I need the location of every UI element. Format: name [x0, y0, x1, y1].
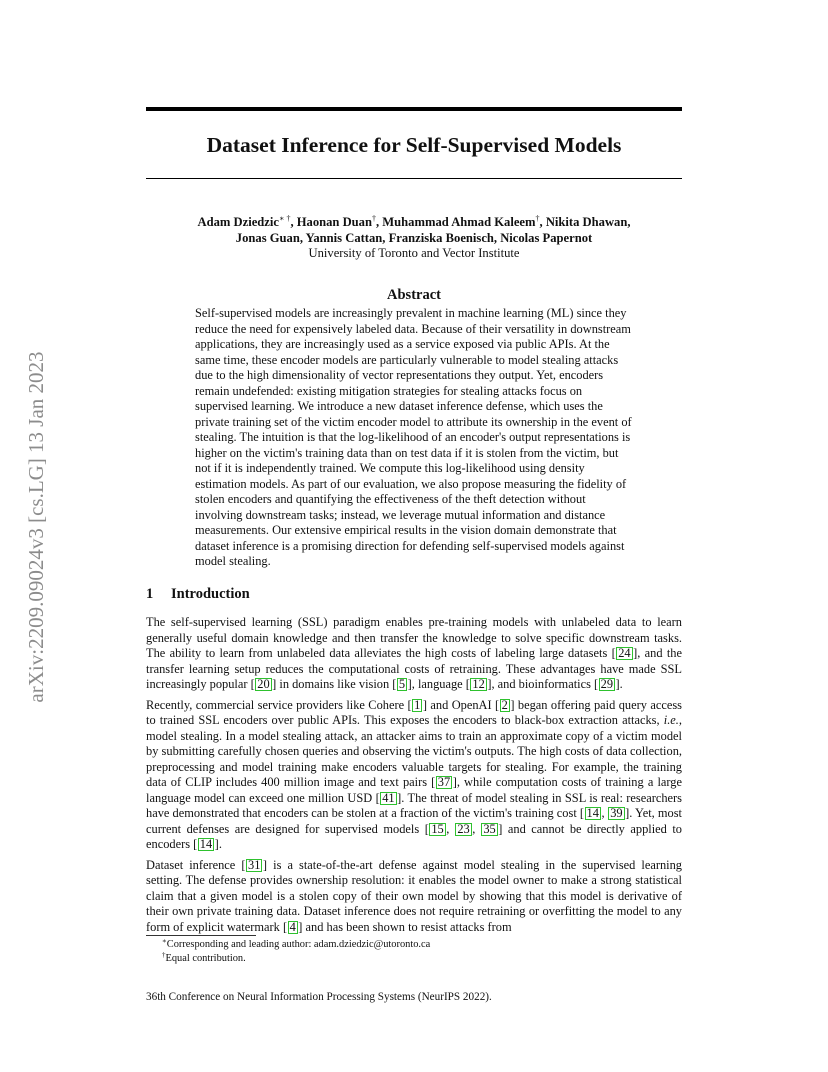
text-run: The self-supervised learning (SSL) paradigm enables pre-training models with unlabeled data to learn generally useful domain knowledge and then transfer the knowledge to solve specific downstream tasks. The ability to learn from unlabeled data alleviates the high costs of labeling large datasets [146, 615, 682, 660]
paper-title: Dataset Inference for Self-Supervised Models [206, 133, 622, 157]
text-run: , and the transfer learning setup reduces the computational costs of retraining. These advantages have made SSL increasingly popular [146, 646, 682, 691]
citation-link[interactable]: 24 [618, 646, 631, 660]
citation-separator: , [601, 806, 605, 820]
author-name: Adam Dziedzic [197, 215, 279, 229]
author-block [146, 215, 682, 262]
section-title: Introduction [171, 586, 250, 602]
text-run: , while computation costs of training a large language model can exceed one million USD [146, 775, 682, 805]
footnote-text: Equal contribution. [165, 953, 246, 964]
section-heading-introduction [146, 584, 682, 604]
citation-link[interactable]: 20 [257, 677, 270, 691]
author-name: Haonan Duan [296, 215, 372, 229]
text-run: . [619, 677, 623, 691]
footnote-corresponding-author [162, 938, 682, 952]
citation-link[interactable]: 5 [398, 677, 406, 691]
citation-separator: , [446, 821, 450, 836]
text-run: . [218, 837, 222, 851]
text-run: began offering paid query access to trained SSL encoders over public APIs. This exposes the encoders to black-box extraction attacks, [146, 697, 682, 727]
citation-link[interactable]: 23 [457, 821, 470, 836]
author-name: Muhammad Ahmad Kaleem [382, 215, 536, 229]
citation-link[interactable]: 29 [600, 677, 614, 691]
citation-link[interactable]: 14 [586, 806, 599, 820]
abstract-heading: Abstract [387, 287, 441, 303]
footnote-text: Corresponding and leading author: adam.dziedzic@utoronto.ca [166, 939, 431, 950]
text-run: and has been shown to resist attacks from [302, 919, 512, 934]
author-marks: † [535, 214, 540, 223]
text-run: and cannot be directly applied to encoders [146, 821, 682, 851]
citation-link[interactable]: 1 [414, 697, 421, 712]
title-bottom-rule [146, 178, 682, 179]
author-marks: † [371, 214, 376, 223]
citation-separator: , [472, 821, 476, 836]
text-run: and OpenAI [426, 697, 496, 712]
citation-link[interactable]: 12 [472, 677, 485, 691]
text-run: Recently, commercial service providers like Cohere [146, 697, 408, 712]
author-marks: ∗ † [279, 214, 291, 223]
citation-link[interactable]: 4 [289, 919, 296, 934]
author-separator: , [290, 215, 297, 229]
citation-link[interactable]: 35 [483, 821, 496, 836]
footnotes [162, 938, 682, 966]
section-number: 1 [146, 586, 154, 602]
footnote-mark: † [162, 951, 166, 959]
italic-text: i.e., [663, 713, 682, 727]
author-names-line-2: Jonas Guan, Yannis Cattan, Franziska Boenisch, Nicolas Papernot [235, 230, 593, 245]
citation-link[interactable]: 31 [248, 857, 261, 872]
arxiv-sidebar-stamp: arXiv:2209.09024v3 [cs.LG] 13 Jan 2023 [24, 351, 48, 703]
citation-link[interactable]: 41 [382, 790, 395, 805]
text-run: is a state-of-the-art defense against model stealing in the supervised learning setting. The defense provides ownership resolution: it enables the model owner to make a strong statistical claim that a given model is a stolen copy of their own model by showing that this model is derivative of their own private training data. Dataset inference does not require retraining or overfitting the model to any form of explicit watermark [146, 857, 683, 934]
citation-link[interactable]: 39 [610, 806, 623, 820]
paragraph-2: Recently, commercial service providers like Cohere [ 1 ] and OpenAI [ 2 ] began offering paid query access to trained SSL encoders over public APIs. This exposes the encoders to black-box extraction attacks, i.e., model stealing. In a model stealing attack, an attacker aims to train an approximate copy of a victim model by submitting carefully chosen queries and observing the victim's outputs. The high costs of data collection, preprocessing and model training make encoders valuable targets for stealing. For example, the training data of CLIP includes 400 million image and text pairs [ 37 ], while computation costs of training a large language model can exceed one million USD [ 41 ]. The threat of model stealing in SSL is real: researchers have demonstrated that encoders can be stolen at a fraction of the victim's training cost [ 14 , 39 ]. Yet, most current defenses are designed for supervised models [ 15 , 23 , 35 ] and cannot be directly applied to encoders [ 14 ]. [146, 697, 683, 851]
introduction-body [146, 615, 682, 940]
text-run: Dataset inference [146, 857, 242, 872]
text-run: . Yet, most current defenses are designed for supervised models [146, 806, 682, 836]
author-names-line-1 [146, 215, 682, 231]
footnote-equal-contribution [162, 952, 682, 966]
author-names-rest: , Nikita Dhawan, [539, 215, 631, 229]
paragraph-3: Dataset inference [ 31 ] is a state-of-the-art defense against model stealing in the supervised learning setting. The defense provides ownership resolution: it enables the model owner to make a strong statistical claim that a given model is a stolen copy of their own model by showing that this model is derivative of their own private training data. Dataset inference does not require retraining or overfitting the model to any form of explicit watermark [ 4 ] and has been shown to resist attacks from [146, 857, 683, 934]
citation-link[interactable]: 2 [501, 697, 508, 712]
footnote-rule [146, 935, 256, 936]
text-run: , language [411, 677, 466, 691]
citation-link[interactable]: 14 [199, 837, 213, 851]
title-top-rule [146, 107, 682, 111]
text-run: , and bioinformatics [491, 677, 594, 691]
text-run: . The threat of model stealing in SSL is real: researchers have demonstrated that encoders can be stolen at a fraction of the victim's training cost [146, 790, 683, 820]
venue-line: 36th Conference on Neural Information Processing Systems (NeurIPS 2022). [146, 991, 492, 1003]
author-separator: , [375, 215, 383, 229]
text-run: model stealing. In a model stealing attack, an attacker aims to train an approximate copy of a victim model by submitting carefully chosen queries and observing the victim's outputs. The high costs of data collection, preprocessing and model training make encoders valuable targets for stealing. For example, the training data of CLIP includes 400 million image and text pairs [146, 728, 682, 789]
footnote-mark: ∗ [162, 937, 167, 945]
author-affiliation: University of Toronto and Vector Institute [308, 246, 520, 260]
abstract-text: Self-supervised models are increasingly prevalent in machine learning (ML) since they reduce the need for expensively labeled data. Because of their versatility in downstream applications, they are increasingly used as a service exposed via public APIs. At the same time, these encoder models are particularly vulnerable to model stealing attacks due to the high dimensionality of vector representations they output. Yet, encoders remain undefended: existing mitigation strategies for stealing attacks focus on supervised learning. We introduce a new dataset inference defense, which uses the private training set of the victim encoder model to attribute its ownership in the event of stealing. The intuition is that the log-likelihood of an encoder's output representations is higher on the victim's training data than on test data if it is stolen from the victim, but not if it is independently trained. We compute this log-likelihood using density estimation models. As part of our evaluation, we also propose measuring the fidelity of stolen encoders and quantifying the effectiveness of the theft detection without involving downstream tasks; instead, we leverage mutual information and distance measurements. Our extensive empirical results in the vision domain demonstrate that dataset inference is a promising direction for defending self-supervised models against model stealing. [195, 306, 632, 568]
paragraph-1: The self-supervised learning (SSL) paradigm enables pre-training models with unlabeled data to learn generally useful domain knowledge and then transfer the knowledge to solve specific downstream tasks. The ability to learn from unlabeled data alleviates the high costs of labeling large datasets [ 24 ], and the transfer learning setup reduces the computational costs of retraining. These advantages have made SSL increasingly popular [ 20 ] in domains like vision [ 5 ], language [ 12 ], and bioinformatics [ 29 ]. [146, 615, 682, 691]
text-run: in domains like vision [276, 677, 393, 691]
citation-link[interactable]: 37 [437, 775, 451, 789]
citation-link[interactable]: 15 [431, 821, 444, 836]
